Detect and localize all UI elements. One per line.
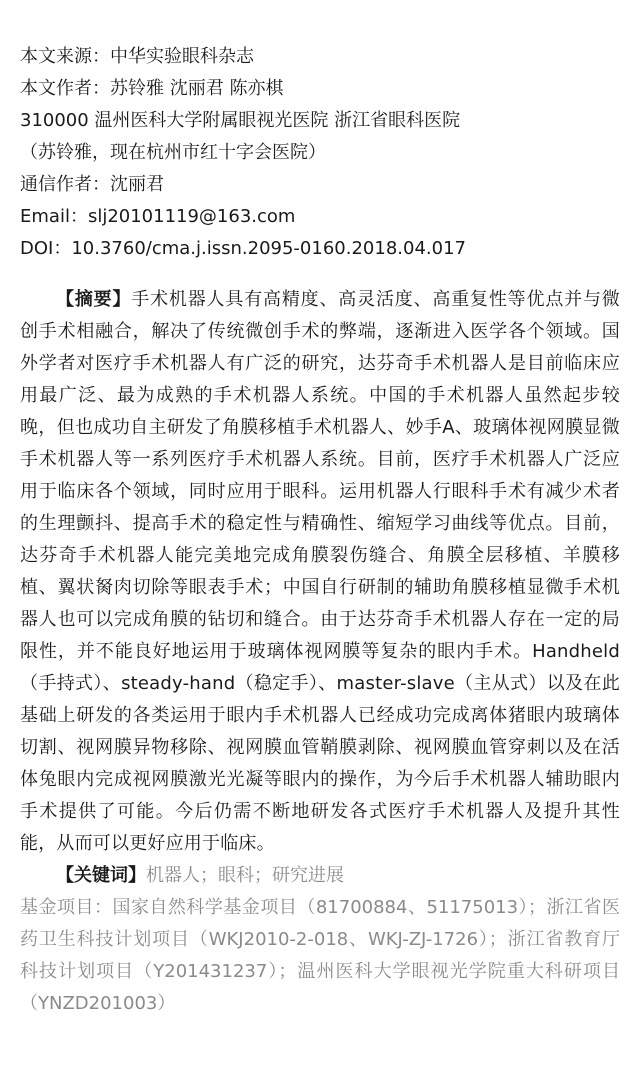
current-affiliation-line: （苏铃雅，现在杭州市红十字会医院） — [20, 142, 326, 163]
article-meta — [20, 41, 620, 265]
abstract-label: 【摘要】 — [56, 289, 132, 310]
email-line: Email：slj20101119@163.com — [20, 206, 296, 227]
article-page — [20, 41, 620, 1020]
corresponding-author-line: 通信作者：沈丽君 — [20, 174, 164, 195]
abstract-text: 手术机器人具有高精度、高灵活度、高重复性等优点并与微创手术相融合，解决了传统微创手术的弊端，逐渐进入医学各个领域。国外学者对医疗手术机器人有广泛的研究，达芬奇手术机器人是目前临床应用最广泛、最为成熟的手术机器人系统。中国的手术机器人虽然起步较晚，但也成功自主研发了角膜移植手术机器人、妙手A、玻璃体视网膜显微手术机器人等一系列医疗手术机器人系统。目前，医疗手术机器人广泛应用于临床各个领域，同时应用于眼科。运用机器人行眼科手术有减少术者的生理颤抖、提高手术的稳定性与精确性、缩短学习曲线等优点。目前，达芬奇手术机器人能完美地完成角膜裂伤缝合、角膜全层移植、羊膜移植、翼状胬肉切除等眼表手术；中国自行研制的辅助角膜移植显微手术机器人也可以完成角膜的钻切和缝合。由于达芬奇手术机器人存在一定的局限性，并不能良好地运用于玻璃体视网膜等复杂的眼内手术。Handheld（手持式）、steady-hand（稳定手）、master-slave（主从式）以及在此基础上研发的各类运用于眼内手术机器人已经成功完成离体猪眼内玻璃体切割、视网膜异物移除、视网膜血管鞘膜剥除、视网膜血管穿刺以及在活体兔眼内完成视网膜激光光凝等眼内的操作，为今后手术机器人辅助眼内手术提供了可能。今后仍需不断地研发各式医疗手术机器人及提升其性能，从而可以更好应用于临床。 — [20, 289, 620, 854]
abstract-paragraph — [20, 284, 620, 860]
source-line: 本文来源：中华实验眼科杂志 — [20, 46, 254, 67]
authors-line: 本文作者：苏铃雅 沈丽君 陈亦棋 — [20, 78, 284, 99]
keywords-label: 【关键词】 — [56, 865, 146, 886]
keywords-values: 机器人；眼科；研究进展 — [146, 865, 344, 886]
affiliation-line: 310000 温州医科大学附属眼视光医院 浙江省眼科医院 — [20, 110, 461, 131]
doi-line: DOI：10.3760/cma.j.issn.2095-0160.2018.04.017 — [20, 238, 466, 259]
funding-paragraph: 基金项目：国家自然科学基金项目（81700884、51175013）；浙江省医药卫生科技计划项目（WKJ2010-2-018、WKJ-ZJ-1726）；浙江省教育厅科技计划项目（Y201431237）；温州医科大学眼视光学院重大科研项目（YNZD201003） — [20, 897, 620, 1014]
keywords-line — [20, 860, 620, 892]
